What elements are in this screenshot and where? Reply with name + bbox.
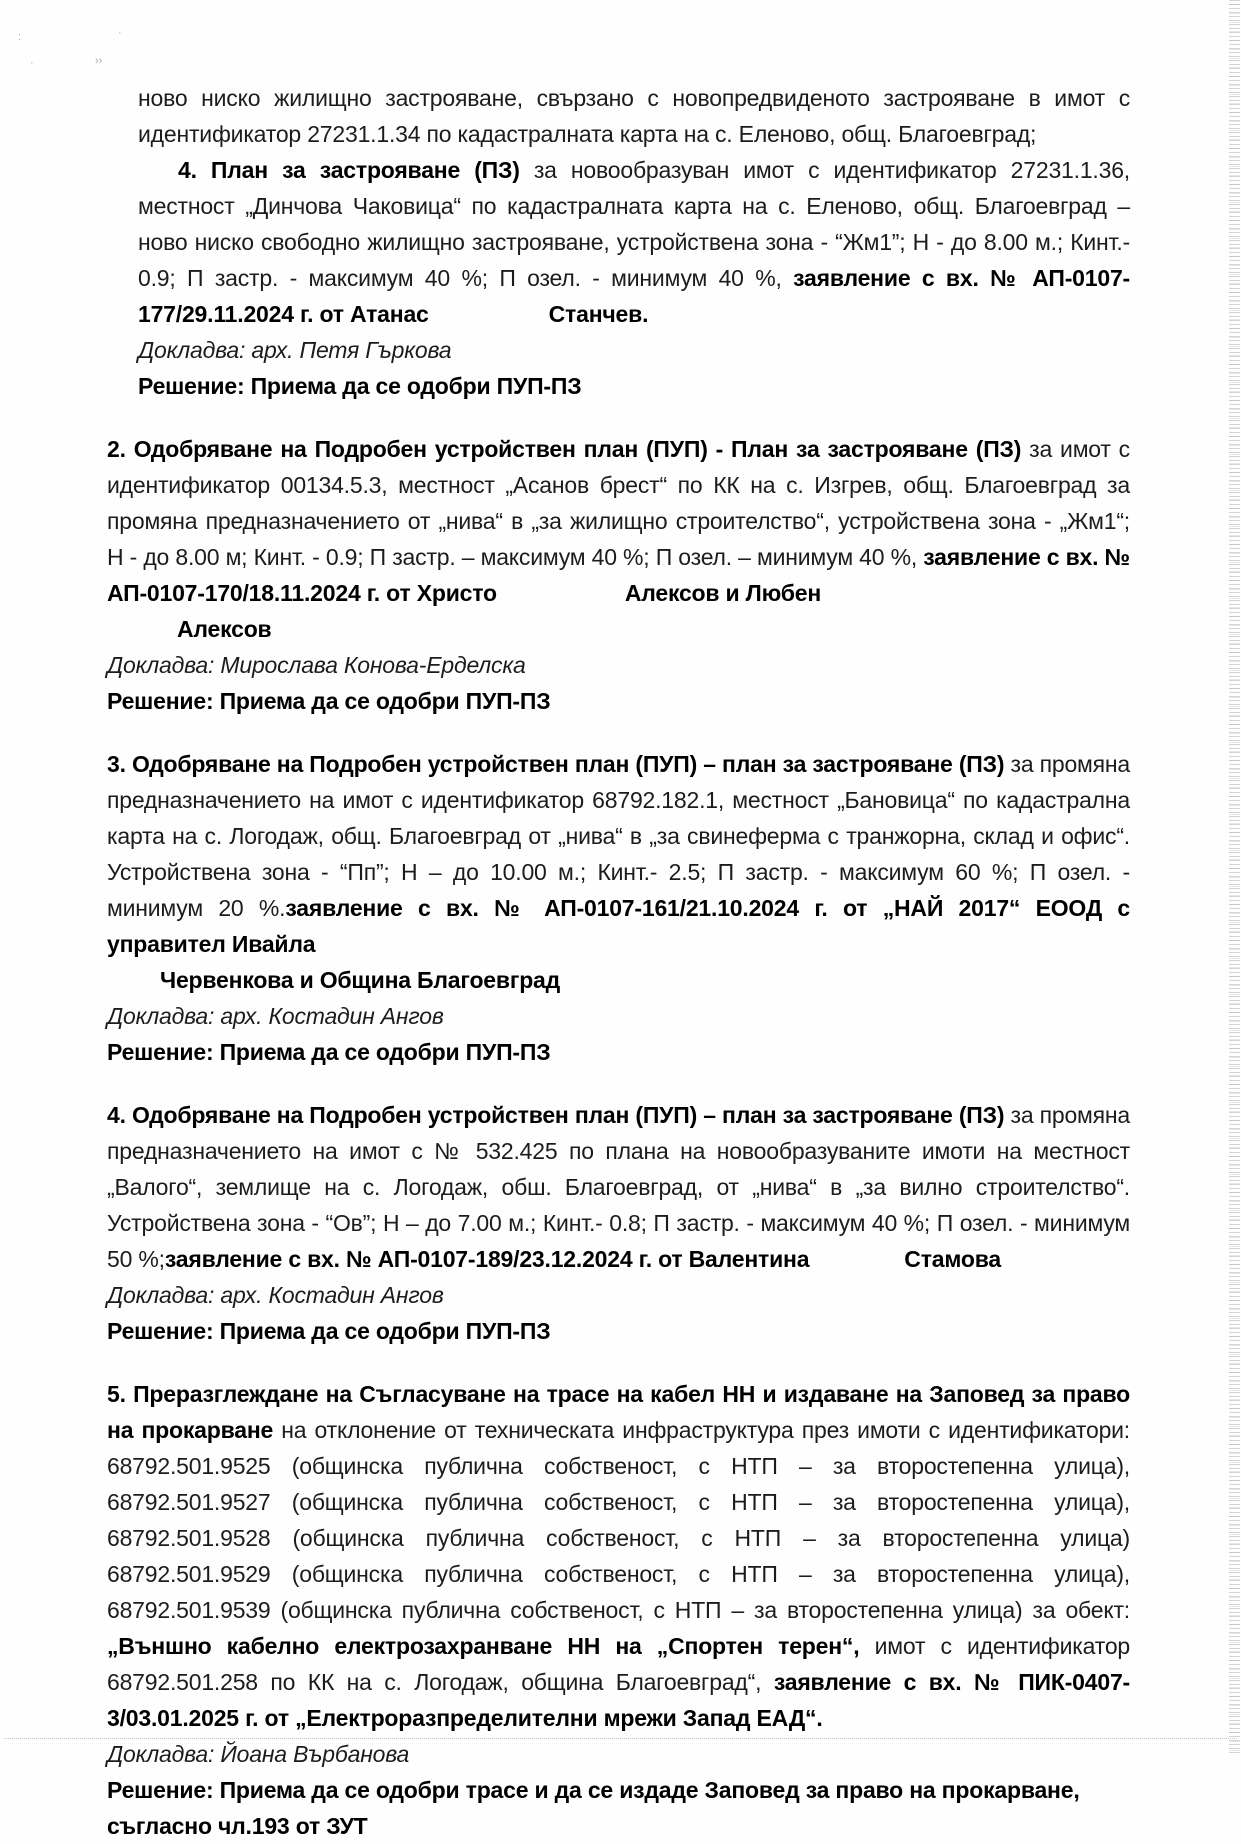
text-run-italic: Докладва: арх. Петя Гъркова — [138, 337, 452, 363]
scan-edge-noise-right — [1229, 0, 1240, 1754]
agenda-item-2 — [107, 431, 1130, 719]
tab-gap — [429, 321, 549, 322]
agenda-item-5 — [107, 1376, 1130, 1844]
text-run-bold: 5. Преразглеждане на Съгласуване на трасе на кабел НН и издаване на Заповед за право на прокарване — [107, 1381, 1130, 1443]
text-run-bold: „Външно кабелно електрозахранване НН на „Спортен терен“, — [107, 1633, 860, 1659]
scan-speckle: · — [118, 27, 122, 39]
document-body — [107, 80, 1130, 1844]
tab-gap — [809, 1266, 904, 1267]
tab-gap — [107, 636, 177, 637]
text-run-italic: Докладва: Мирослава Конова-Ерделска — [107, 652, 526, 678]
reporter-line — [107, 998, 1130, 1034]
decision-line — [107, 1034, 1130, 1070]
decision-line — [107, 683, 1130, 719]
subitem-4-plan — [138, 152, 1130, 332]
tab-gap — [497, 600, 625, 601]
decision-line — [107, 1772, 1130, 1844]
text-run-bold: Алексов и Любен — [624, 580, 822, 606]
reporter-line — [107, 1277, 1130, 1313]
tab-gap — [107, 987, 160, 988]
reporter-line — [138, 332, 1130, 368]
text-run-bold: Решение: Приема да се одобри ПУП-ПЗ — [107, 1318, 551, 1344]
text-run-bold: Решение: Приема да се одобри ПУП-ПЗ — [107, 688, 551, 714]
text-run-bold: Алексов — [177, 616, 272, 642]
reporter-line — [107, 647, 1130, 683]
text-run-bold: заявление с вх. № АП-0107-177/29.11.2024 г. от Атанас — [138, 265, 1130, 327]
scan-speckle: ›› — [95, 55, 103, 67]
text-run-bold: Станчев. — [548, 301, 649, 327]
text-run: за новообразуван имот с идентификатор 27231.1.36, местност „Динчова Чаковица“ по кадастралната карта на с. Еленово, общ. Благоевград – ново ниско свободно жилищно застрояване, устройствена зона - “Жм1”; Н - до 8.00 м.; Кинт.- 0.9; П застр. - максимум 40 %; П озел. - минимум 40 %, — [138, 157, 1130, 291]
text-run-bold: заявление с вх. № АП-0107-189/23.12.2024 г. от Валентина — [164, 1246, 810, 1272]
text-run-italic: Докладва: Йоана Върбанова — [107, 1741, 410, 1767]
agenda-item-3 — [107, 746, 1130, 1070]
item-heading-paragraph — [107, 1376, 1130, 1736]
text-run: за промяна предназначението на имот с № 532.425 по плана на новообразуваните имоти на местност „Валого“, землище на с. Логодаж, обш. Благоевград, от „нива“ в „за вилно строителство“. Устройствена зона - “Ов”; Н – до 7.00 м.; Кинт.- 0.8; П застр. - максимум 40 %; П озел. - минимум 50 %; — [107, 1102, 1131, 1272]
text-run: за промяна предназначението на имот с идентификатор 68792.182.1, местност „Бановица“ по кадастрална карта на с. Логодаж, общ. Благоевград от „нива“ в „за свинеферма с транжорна, склад и офис“. Устройствена зона - “Пп”; Н – до 10.00 м.; Кинт.- 2.5; П застр. - максимум 60 %; П озел. - минимум 20 %. — [107, 751, 1131, 921]
text-run-bold: Решение: Приема да се одобри трасе и да се издаде Заповед за право на прокарване, съгласно чл.193 от ЗУТ — [107, 1777, 1080, 1839]
agenda-item-1-continuation — [138, 80, 1130, 404]
text-run-bold: 3. Одобряване на Подробен устройствен план (ПУП) – план за застрояване (ПЗ) — [107, 751, 1005, 777]
continued-text — [138, 80, 1130, 152]
text-run-bold: 4. Одобряване на Подробен устройствен план (ПУП) – план за застрояване (ПЗ) — [107, 1102, 1005, 1128]
item-heading-paragraph — [107, 1097, 1130, 1277]
text-run-italic: Докладва: арх. Костадин Ангов — [107, 1003, 444, 1029]
agenda-item-4 — [107, 1097, 1130, 1349]
text-run-bold: Червенкова и Община Благоевград — [160, 967, 561, 993]
text-run-bold: заявление с вх. № АП-0107-170/18.11.2024 г. от Христо — [107, 544, 1130, 606]
reporter-line — [107, 1736, 1130, 1772]
text-run: на отклонение от техническата инфраструктура през имоти с идентификатори: 68792.501.9525 (общинска публична собственост, с НТП – за второстепенна улица), 68792.501.9527 (общинска публична собственост, с НТП – за второстепенна улица), 68792.501.9528 (общинска публична собственост, с НТП – за второстепенна улица) 68792.501.9529 (общинска публична собственост, с НТП – за второстепенна улица), 68792.501.9539 (общинска публична собственост, с НТП – за второстепенна улица) за обект: — [107, 1417, 1130, 1623]
text-run: ново ниско жилищно застрояване, свързано с новопредвиденото застрояване в имот с идентификатор 27231.1.34 по кадастралната карта на с. Еленово, общ. Благоевград; — [138, 85, 1130, 147]
item-heading-paragraph — [107, 746, 1130, 998]
scan-speckle: · — [30, 57, 34, 69]
text-run-bold: Стамова — [904, 1246, 1001, 1272]
text-run-bold: заявление с вх. № ПИК-0407-3/03.01.2025 г. от „Електроразпределителни мрежи Запад ЕАД“. — [107, 1669, 1130, 1731]
text-run-bold: 2. Одобряване на Подробен устройствен план (ПУП) - План за застрояване (ПЗ) — [107, 436, 1022, 462]
text-run-bold: Решение: Приема да се одобри ПУП-ПЗ — [107, 1039, 551, 1065]
decision-line — [107, 1313, 1130, 1349]
text-run: за имот с идентификатор 00134.5.3, местност „Асанов брест“ по КК на с. Изгрев, общ. Благоевград за промяна предназначението от „нива“ в „за жилищно строителство“, устройствена зона - „Жм1“; Н - до 8.00 м; Кинт. - 0.9; П застр. – максимум 40 %; П озел. – минимум 40 %, — [107, 436, 1130, 570]
decision-line — [138, 368, 1130, 404]
text-run-bold: Решение: Приема да се одобри ПУП-ПЗ — [138, 373, 582, 399]
text-run-italic: Докладва: арх. Костадин Ангов — [107, 1282, 444, 1308]
item-heading-paragraph — [107, 431, 1130, 647]
text-run-bold: 4. План за застрояване (ПЗ) — [178, 157, 520, 183]
text-run-bold: заявление с вх. № АП-0107-161/21.10.2024 г. от „НАЙ 2017“ ЕООД с управител Ивайла — [107, 895, 1130, 957]
text-run: имот с идентификатор 68792.501.258 по КК на с. Логодаж, община Благоевград“, — [107, 1633, 1130, 1695]
scan-speckle: : — [18, 31, 22, 43]
